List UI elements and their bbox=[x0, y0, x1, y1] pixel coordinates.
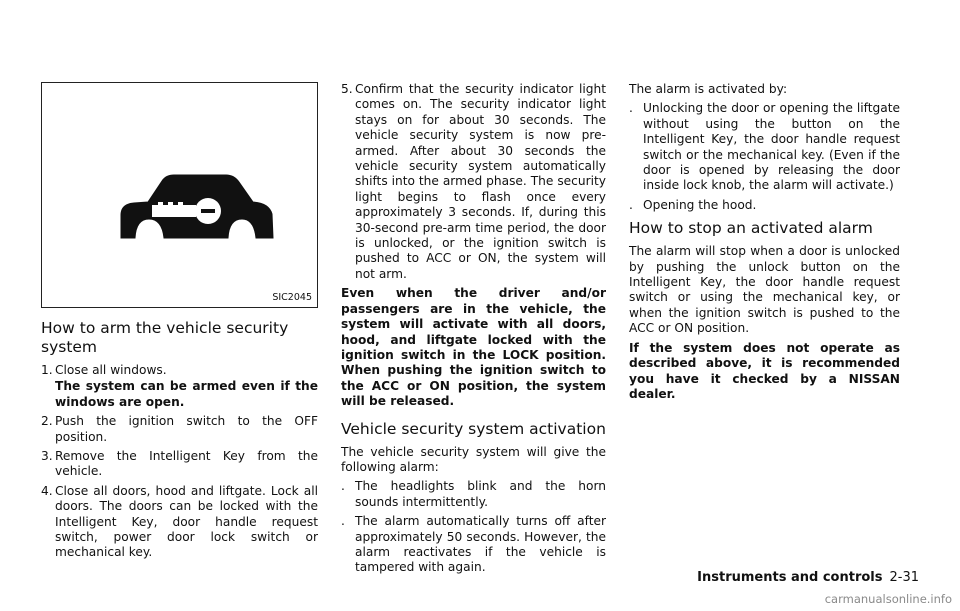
heading-stop: How to stop an activated alarm bbox=[629, 219, 873, 238]
figure-code: SIC2045 bbox=[272, 292, 312, 303]
heading-arm: How to arm the vehicle security system bbox=[41, 319, 289, 356]
bullet-marker: . bbox=[341, 514, 345, 529]
watermark: carmanualsonline.info bbox=[824, 591, 952, 606]
arm-steps-list-continued bbox=[341, 82, 606, 282]
list-item bbox=[629, 198, 900, 213]
list-item-text: Unlocking the door or opening the liftgate without using the button on the Intelligent Key, the door handle request switch or the mechanical key. (Even if the door is opened by releasing the door inside lock knob, the alarm will activate.) bbox=[643, 101, 900, 193]
step-number: 5. bbox=[341, 82, 353, 96]
list-item bbox=[341, 479, 606, 510]
activation-intro: The vehicle security system will give the following alarm: bbox=[341, 444, 606, 474]
step-text: Remove the Intelligent Key from the vehicle. bbox=[55, 449, 318, 479]
list-item-text: The headlights blink and the horn sounds intermittently. bbox=[355, 479, 606, 509]
step-text: Close all windows. bbox=[55, 363, 167, 377]
step-number: 3. bbox=[41, 449, 53, 464]
page-footer bbox=[697, 570, 919, 586]
column-left bbox=[41, 82, 318, 565]
alarm-triggers-list bbox=[629, 101, 900, 213]
page-number: 2-31 bbox=[889, 570, 919, 585]
step-number: 2. bbox=[41, 414, 53, 429]
arm-steps-list bbox=[41, 363, 318, 561]
alarm-effects-list bbox=[341, 479, 606, 575]
step-item bbox=[41, 484, 318, 561]
step-item bbox=[41, 414, 318, 445]
stop-warning: If the system does not operate as described above, it is recommended you have it checked by a NISSAN dealer. bbox=[629, 340, 900, 401]
footer-section: Instruments and controls bbox=[697, 570, 883, 585]
step-text: Push the ignition switch to the OFF position. bbox=[55, 414, 318, 444]
arm-warning: Even when the driver and/or passengers are in the vehicle, the system will activate with all doors, hood, and liftgate locked with the ignition switch in the LOCK position. When pushing the ignition switch to the ACC or ON position, the system will be released. bbox=[341, 286, 606, 409]
bullet-marker: . bbox=[629, 197, 633, 212]
security-indicator-figure bbox=[41, 82, 318, 308]
step-text: Close all doors, hood and liftgate. Lock all doors. The doors can be locked with the Intelligent Key, door handle request switch, power door lock switch or mechanical key. bbox=[55, 483, 318, 560]
step-item bbox=[41, 449, 318, 480]
list-item bbox=[341, 514, 606, 576]
column-middle bbox=[341, 82, 606, 580]
step-item bbox=[41, 363, 318, 410]
list-item bbox=[629, 101, 900, 193]
column-right bbox=[629, 82, 900, 406]
list-item-text: The alarm automatically turns off after approximately 50 seconds. However, the alarm reactivates if the vehicle is tampered with again. bbox=[355, 514, 606, 575]
bullet-marker: . bbox=[629, 101, 633, 116]
step-item bbox=[341, 82, 606, 282]
heading-activation: Vehicle security system activation bbox=[341, 419, 606, 438]
step-note: The system can be armed even if the windows are open. bbox=[55, 379, 318, 409]
car-key-illustration bbox=[42, 83, 319, 309]
step-text: Confirm that the security indicator light comes on. The security indicator light stays on for about 30 seconds. The vehicle security system is now pre-armed. After about 30 seconds the vehicle security system automatically shifts into the armed phase. The security light begins to flash once every approximately 3 seconds. If, during this 30-second pre-arm time period, the door is unlocked, or the ignition switch is pushed to ACC or ON, the system will not arm. bbox=[355, 82, 606, 281]
list-item-text: Opening the hood. bbox=[643, 197, 757, 212]
stop-text: The alarm will stop when a door is unlocked by pushing the unlock button on the Intelligent Key, the door handle request switch or using the mechanical key, or when the ignition switch is pushed to the ACC or ON position. bbox=[629, 244, 900, 336]
activated-by-label: The alarm is activated by: bbox=[629, 82, 788, 96]
bullet-marker: . bbox=[341, 479, 345, 494]
step-number: 4. bbox=[41, 483, 53, 498]
step-number: 1. bbox=[41, 363, 53, 377]
